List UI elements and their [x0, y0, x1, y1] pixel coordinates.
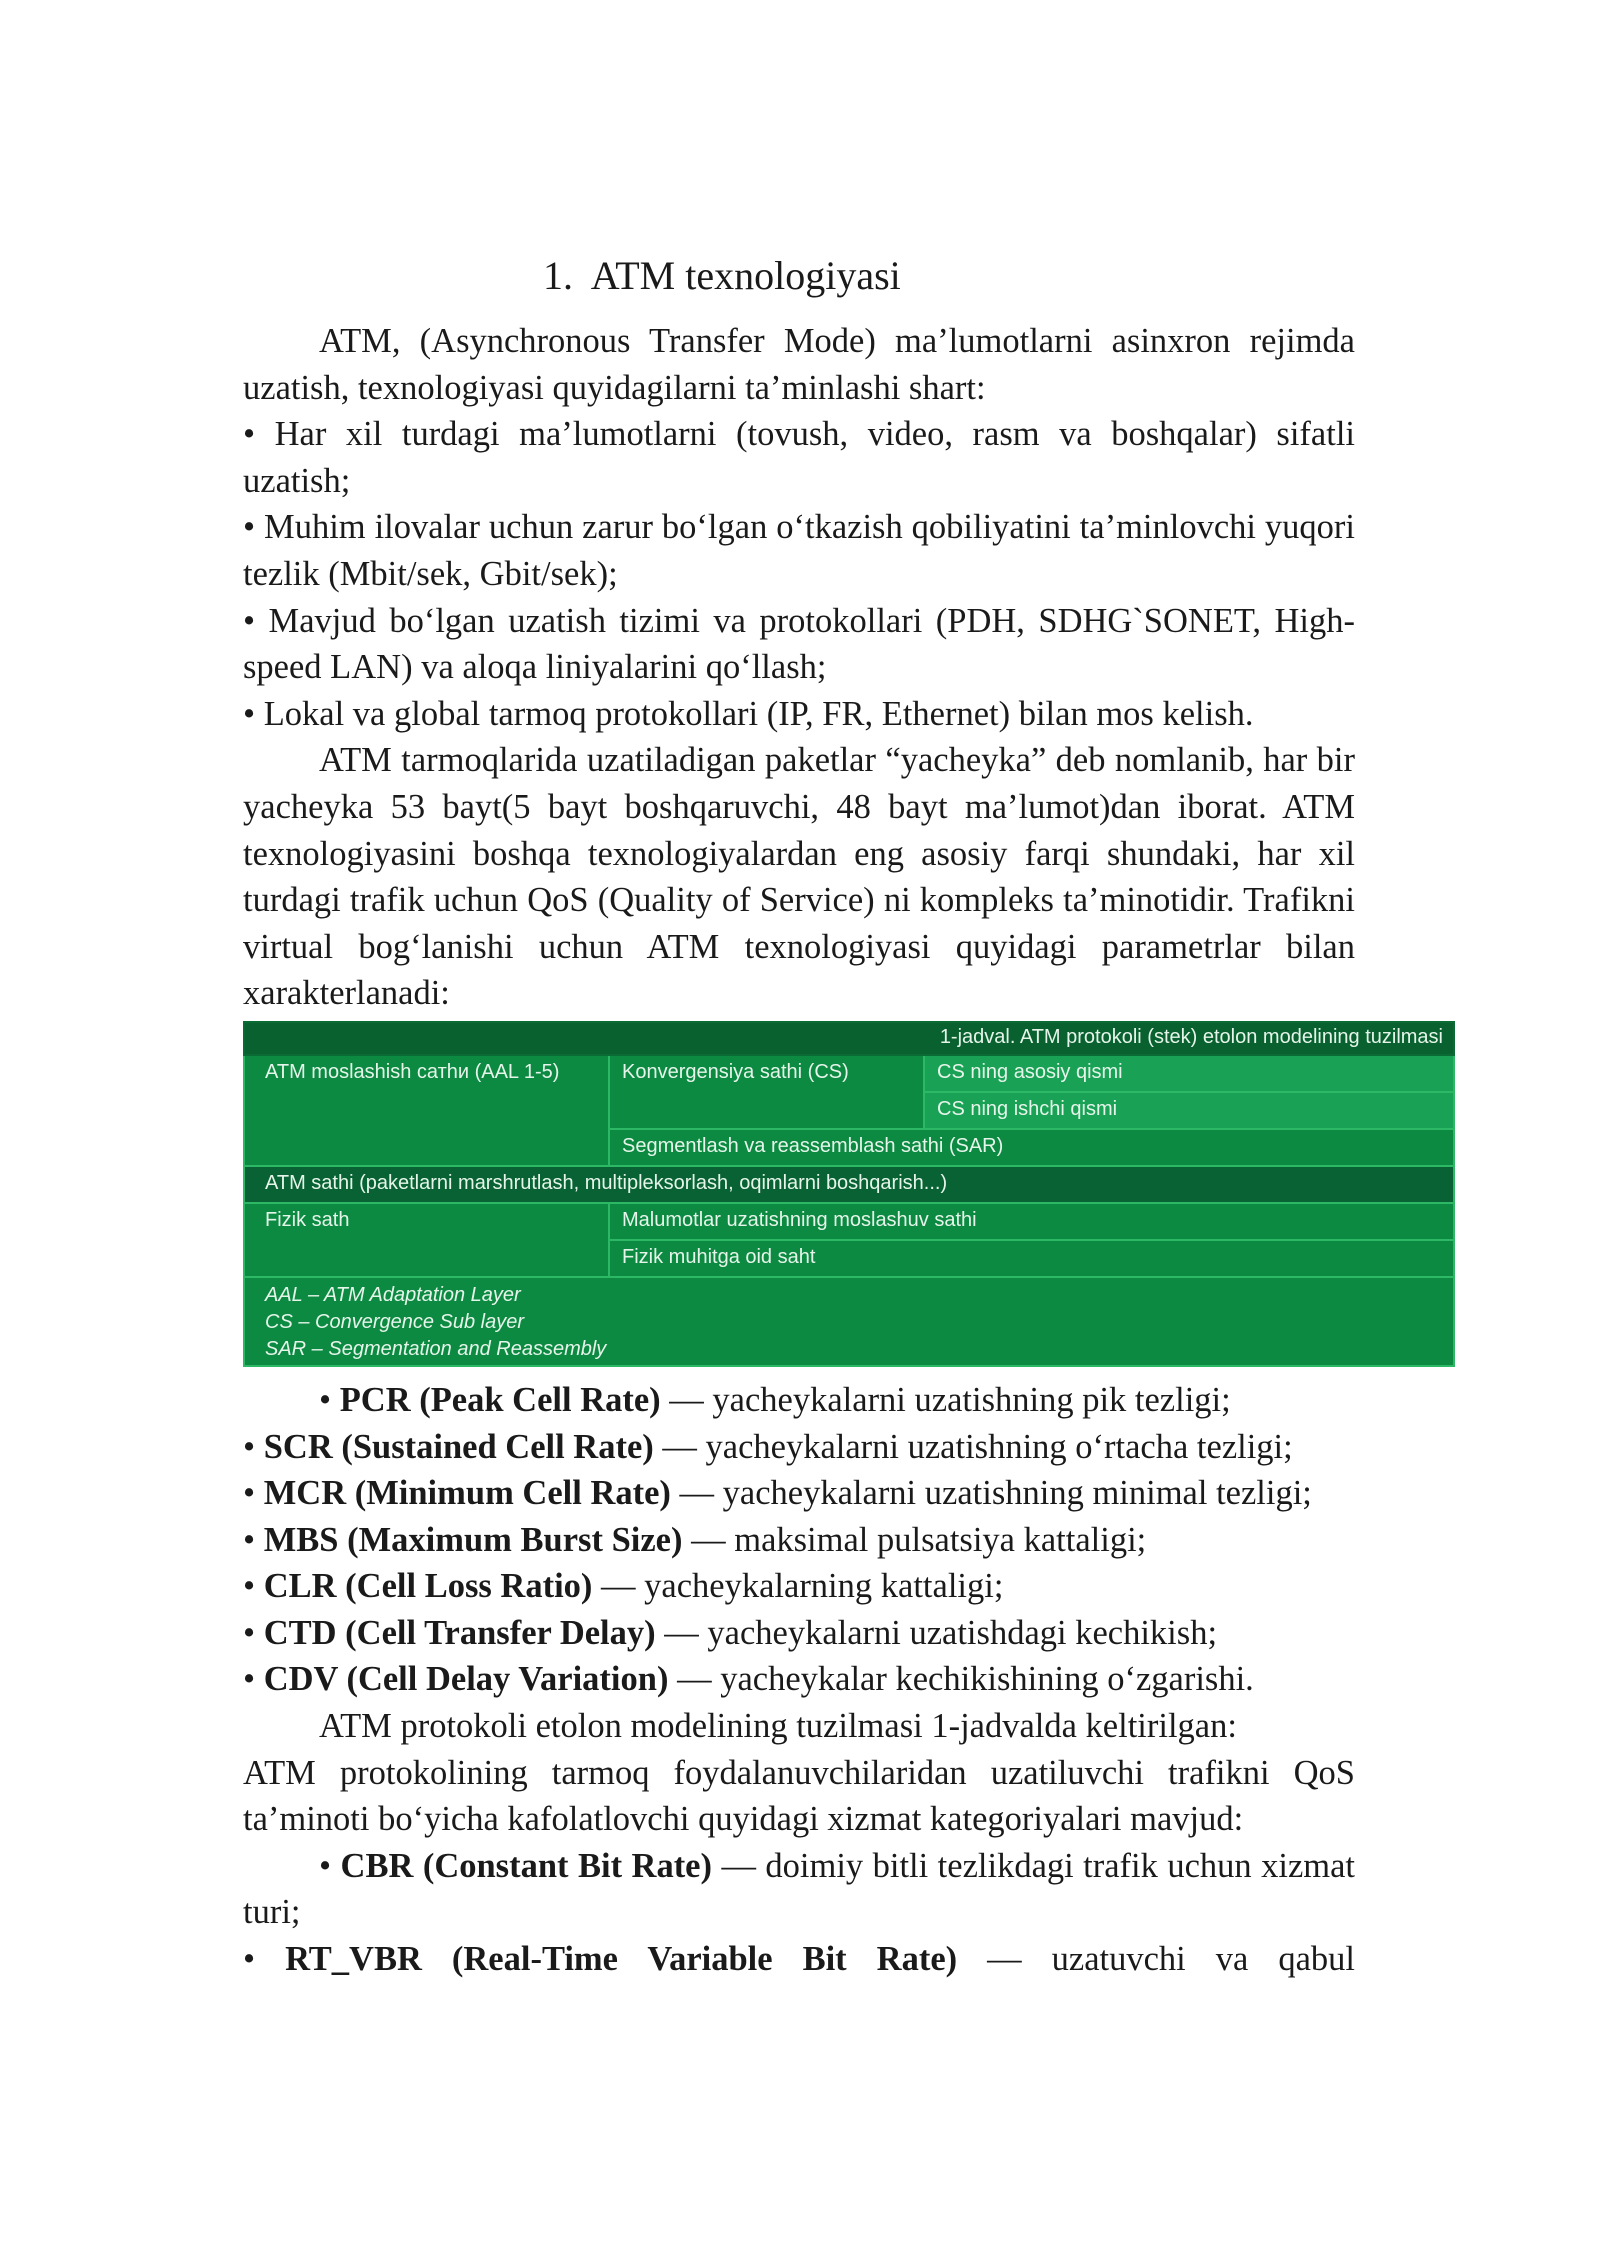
legend-cs: CS – Convergence Sub layer — [265, 1310, 525, 1333]
table-reference-paragraph: ATM protokoli etolon modelining tuzilmasi 1-jadvalda keltirilgan: — [319, 1707, 1237, 1746]
param-clr: • CLR (Cell Loss Ratio) — yacheykalarning kattaligi; — [243, 1567, 1004, 1606]
table-cell-cs: Konvergensiya sathi (CS) — [609, 1055, 924, 1129]
atm-protocol-table — [243, 1021, 1455, 1367]
table-cell-cs-work: CS ning ishchi qismi — [924, 1092, 1454, 1129]
section-title: ATM texnologiyasi — [590, 253, 901, 298]
legend-sar: SAR – Segmentation and Reassembly — [265, 1337, 607, 1360]
table-legend — [244, 1277, 1454, 1366]
service-cbr: • CBR (Constant Bit Rate) — doimiy bitli tezlikdagi trafik uchun xizmat turi; — [243, 1846, 1355, 1932]
section-number: 1. — [543, 253, 573, 298]
param-pcr: • PCR (Peak Cell Rate) — yacheykalarni uzatishning pik tezligi; — [319, 1380, 1231, 1419]
intro-bullet-1: • Har xil turdagi ma’lumotlarni (tovush, video, rasm va boshqalar) sifatli uzatish; — [243, 415, 1355, 500]
section-heading — [243, 248, 1355, 304]
intro-bullet-4: • Lokal va global tarmoq protokollari (IP, FR, Ethernet) bilan mos kelish. — [243, 694, 1254, 733]
param-mcr: • MCR (Minimum Cell Rate) — yacheykalarni uzatishning minimal tezligi; — [243, 1474, 1312, 1513]
table-caption: 1-jadval. ATM protokoli (stek) etolon modelining tuzilmasi — [244, 1022, 1454, 1055]
param-mbs: • MBS (Maximum Burst Size) — maksimal pulsatsiya kattaligi; — [243, 1520, 1147, 1559]
table-cell-phys-medium: Fizik muhitga oid saht — [609, 1240, 1454, 1277]
table-cell-aal: ATM moslashish сатhи (AAL 1-5) — [244, 1055, 609, 1166]
table-cell-sar: Segmentlash va reassemblash sathi (SAR) — [609, 1129, 1454, 1166]
cell-description-paragraph: ATM tarmoqlarida uzatiladigan paketlar “yacheyka” deb nomlanib, har bir yacheyka 53 bayt(5 bayt boshqaruvchi, 48 bayt ma’lumot)dan iborat. ATM texnologiyasini boshqa texnologiyalardan eng asosiy farqi shundaki, har xil turdagi trafik uchun QoS (Quality of Service) ni kompleks ta’minotidir. Trafikni virtual bog‘lanishi uchun ATM texnologiyasi quyidagi parametrlar bilan xarakterlanadi: — [243, 741, 1355, 1013]
table-cell-atm-layer: ATM sathi (paketlarni marshrutlash, multipleksorlash, oqimlarni boshqarish...) — [244, 1166, 1454, 1203]
intro-paragraph: ATM, (Asynchronous Transfer Mode) ma’lumotlarni asinxron rejimda uzatish, texnologiyasi quyidagilarni ta’minlashi shart: — [243, 322, 1355, 407]
service-rt-vbr: • RT_VBR (Real-Time Variable Bit Rate) — uzatuvchi va qabul — [243, 1940, 1355, 1979]
intro-bullet-2: • Muhim ilovalar uchun zarur bo‘lgan o‘tkazish qobiliyatini ta’minlovchi yuqori tezlik (Mbit/sek, Gbit/sek); — [243, 508, 1355, 593]
legend-aal: AAL – ATM Adaptation Layer — [265, 1283, 521, 1306]
param-cdv: • CDV (Cell Delay Variation) — yacheykalar kechikishining o‘zgarishi. — [243, 1660, 1254, 1699]
table-cell-phys-adapt: Malumotlar uzatishning moslashuv sathi — [609, 1203, 1454, 1240]
param-scr: • SCR (Sustained Cell Rate) — yacheykalarni uzatishning o‘rtacha tezligi; — [243, 1427, 1293, 1466]
table-cell-cs-main: CS ning asosiy qismi — [924, 1055, 1454, 1092]
intro-bullet-3: • Mavjud bo‘lgan uzatish tizimi va protokollari (PDH, SDHG`SONET, High-speed LAN) va aloqa liniyalarini qo‘llash; — [243, 601, 1355, 687]
param-ctd: • CTD (Cell Transfer Delay) — yacheykalarni uzatishdagi kechikish; — [243, 1613, 1218, 1652]
table-cell-physical: Fizik sath — [244, 1203, 609, 1277]
service-intro-paragraph: ATM protokolining tarmoq foydalanuvchilaridan uzatiluvchi trafikni QoS ta’minoti bo‘yicha kafolatlovchi quyidagi xizmat kategoriyalari mavjud: — [243, 1753, 1355, 1839]
document-page — [243, 248, 1443, 1983]
